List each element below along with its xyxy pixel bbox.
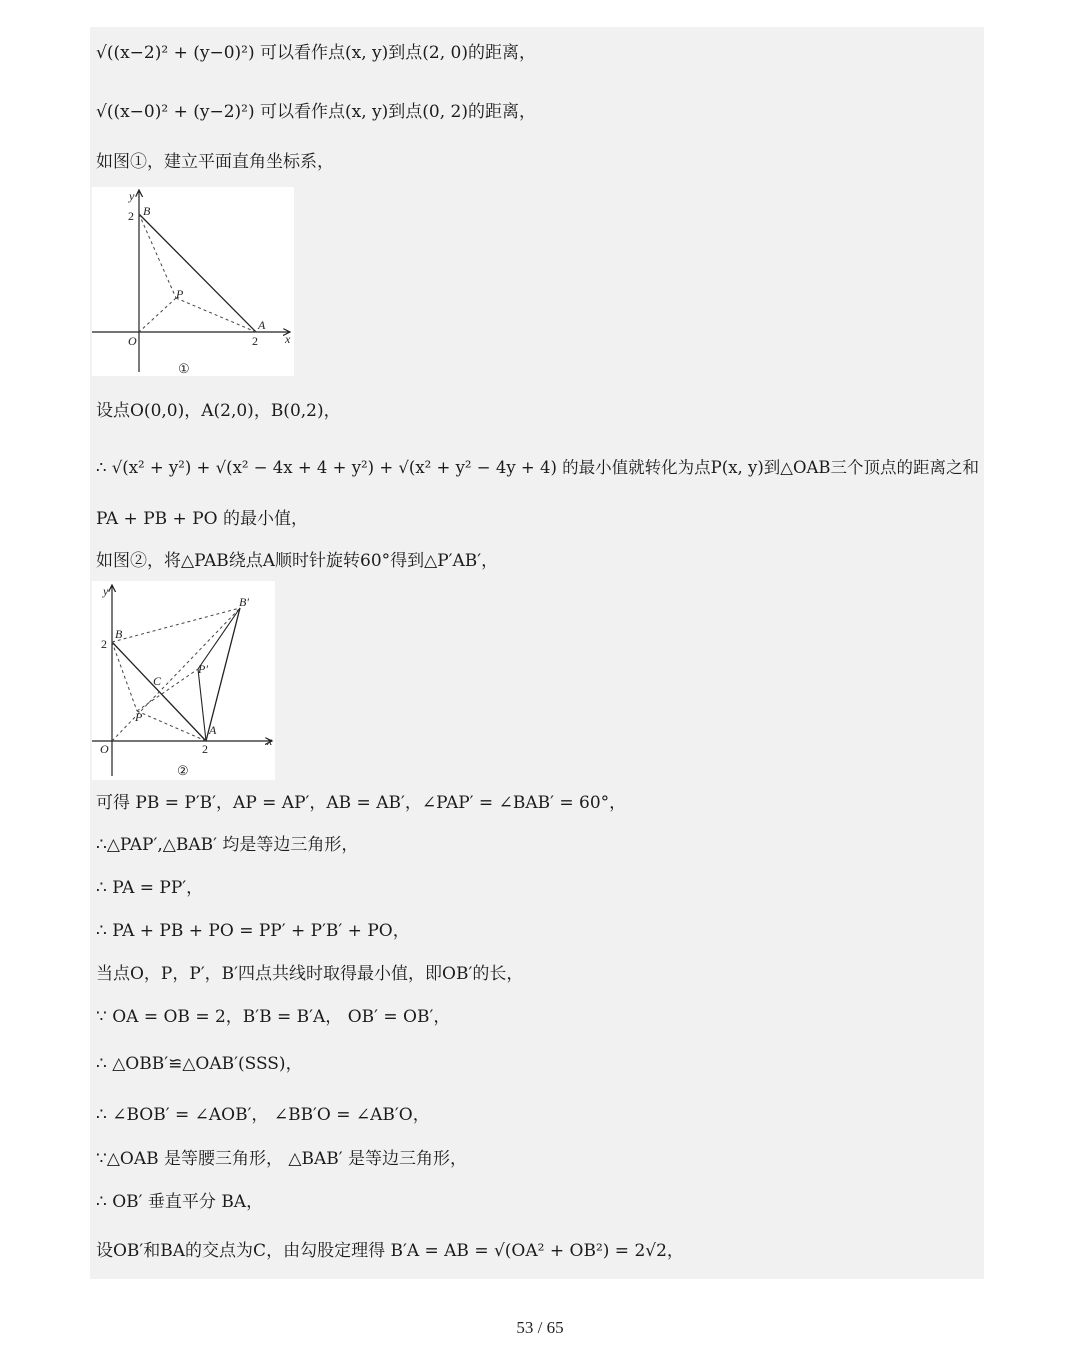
fig2-label-y: y [103,584,109,598]
text-line-3: 如图①，建立平面直角坐标系， [96,152,334,172]
fig1-tick-y2: 2 [128,209,134,223]
segment-PB [139,214,176,298]
text-line-8: 可得 PB = P′B′，AP = AP′，AB = AB′，∠PAP′ = ∠BAB′ = 60°， [96,793,627,813]
text-line-6: PA + PB + PO 的最小值， [96,509,308,529]
text-line-16: ∵△OAB 是等腰三角形， △BAB′ 是等边三角形， [96,1149,468,1169]
segment-AB-prime [206,608,240,741]
fig2-tick-y2: 2 [101,637,107,651]
segment-AP-prime [198,669,206,741]
fig2-label-Pprime: P′ [198,662,208,676]
text-line-5: ∴ √(x² + y²) + √(x² − 4x + 4 + y²) + √(x² + y² − 4y + 4) 的最小值就转化为点P(x, y)到△OAB三个顶点的距离之和 [96,458,980,477]
text-line-10: ∴ PA = PP′， [96,878,204,898]
text-line-18: 设OB′和BA的交点为C，由勾股定理得 B′A = AB = √(OA² + OB²) = 2√2， [96,1241,684,1261]
page-number: 53 / 65 [516,1318,564,1337]
text-line-14: ∴ △OBB′≌△OAB′(SSS)， [96,1054,303,1074]
segment-PA [137,711,206,741]
fig2-label-Bprime: B′ [239,595,249,609]
fig1-tick-x2: 2 [252,334,258,348]
segment-BA [139,214,256,332]
fig1-label-P: P [176,287,184,301]
fig2-label-P: P [135,710,143,724]
text-line-11: ∴ PA + PB + PO = PP′ + P′B′ + PO， [96,921,410,941]
segment-PpBp [198,608,240,669]
fig1-label-A: A [258,318,266,332]
fig2-label-C: C [153,674,162,688]
fig1-label-B: B [143,204,151,218]
text-line-12: 当点O，P，P′，B′四点共线时取得最小值，即OB′的长， [96,964,524,984]
fig2-label-O: O [100,742,109,756]
fig2-tick-x2: 2 [202,742,208,756]
text-line-1: √((x−2)² + (y−0)²) 可以看作点(x, y)到点(2, 0)的距离， [96,43,536,63]
text-line-4: 设点O(0,0)，A(2,0)，B(0,2)， [96,401,341,421]
fig2-label-A: A [209,723,217,737]
fig2-caption: ② [177,763,189,778]
figure-2 [92,581,275,780]
text-line-7: 如图②，将△PAB绕点A顺时针旋转60°得到△P′AB′， [96,551,499,571]
figure-1 [92,187,294,376]
text-line-2: √((x−0)² + (y−2)²) 可以看作点(x, y)到点(0, 2)的距离， [96,102,536,122]
fig1-label-O: O [128,334,137,348]
fig2-label-x: x [267,734,273,748]
text-line-13: ∵ OA = OB = 2，B′B = B′A， OB′ = OB′， [96,1007,451,1027]
segment-OBp [112,608,240,741]
text-line-9: ∴△PAP′,△BAB′ 均是等边三角形， [96,835,359,855]
segment-PB [112,642,137,711]
fig1-label-x: x [285,332,291,346]
fig1-caption: ① [178,361,190,376]
text-line-15: ∴ ∠BOB′ = ∠AOB′， ∠BB′O = ∠AB′O， [96,1105,430,1125]
text-line-17: ∴ OB′ 垂直平分 BA， [96,1192,264,1212]
segment-PPp [137,669,198,711]
segment-PO [139,298,176,332]
fig1-label-y: y [129,189,135,203]
fig2-label-B: B [115,627,123,641]
segment-BBp [112,608,240,642]
segment-PA [176,298,256,332]
